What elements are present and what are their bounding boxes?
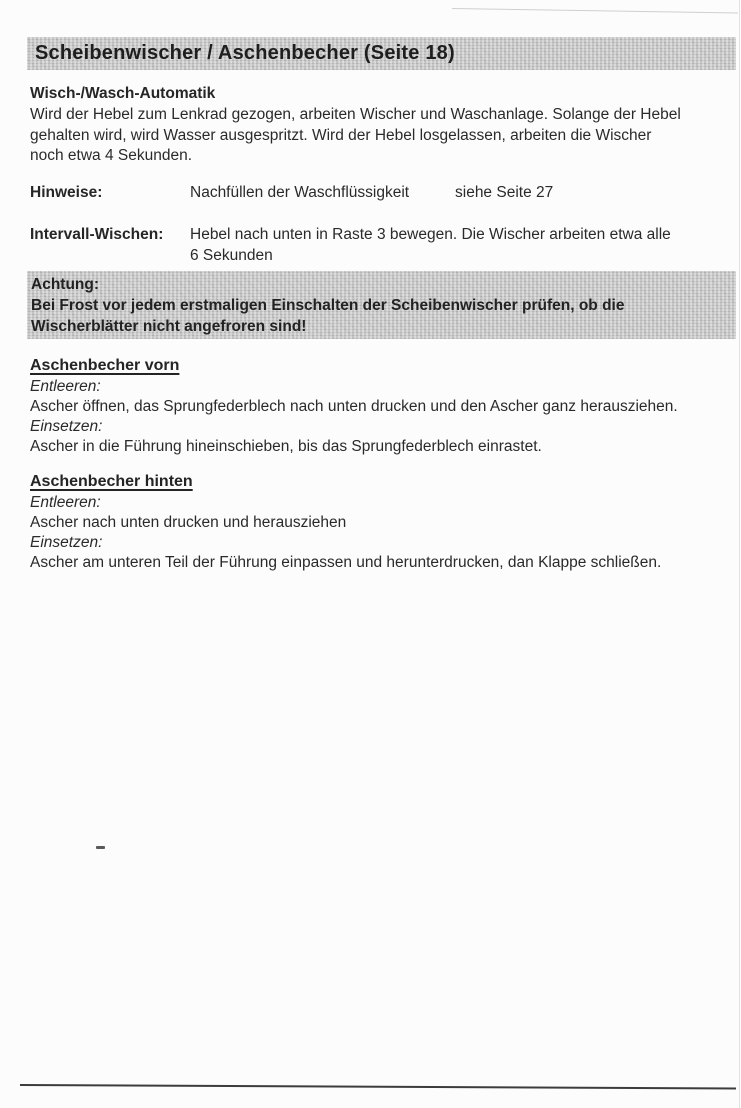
paragraph-line: Wird der Hebel zum Lenkrad gezogen, arbeiten Wischer und Waschanlage. Solange der Hebel — [30, 105, 681, 123]
einsetzen-text: Ascher am unteren Teil der Führung einpassen und herunterdrucken, dan Klappe schließen. — [30, 553, 662, 571]
paragraph-line: Hebel nach unten in Raste 3 bewegen. Die Wischer arbeiten etwa alle — [190, 226, 671, 243]
section-heading: Aschenbecher hinten — [30, 473, 193, 490]
section-heading: Wisch-/Wasch-Automatik — [30, 85, 216, 102]
scan-scratch-line — [452, 8, 738, 13]
achtung-line: Wischerblätter nicht angefroren sind! — [31, 318, 307, 335]
scan-dash-artifact — [96, 846, 105, 849]
section-wisch-wasch-automatik — [30, 84, 734, 167]
entleeren-label: Entleeren: — [30, 378, 101, 395]
scan-edge-line — [739, 0, 740, 1108]
page-title-band — [27, 37, 736, 70]
hinweise-text: Nachfüllen der Waschflüssigkeit — [190, 184, 410, 201]
paragraph-line: noch etwa 4 Sekunden. — [30, 147, 193, 165]
section-aschenbecher-hinten — [30, 471, 736, 573]
einsetzen-label: Einsetzen: — [30, 417, 103, 435]
intervall-text — [190, 225, 671, 267]
section-heading: Aschenbecher vorn — [30, 357, 180, 374]
page-title: Scheibenwischer / Aschenbecher (Seite 18) — [35, 42, 455, 64]
entleeren-label: Entleeren: — [30, 494, 101, 511]
hinweise-label: Hinweise: — [30, 184, 103, 201]
page-bottom-rule — [20, 1084, 736, 1089]
paragraph-line: gehalten wird, wird Wasser ausgespritzt. Wird der Hebel losgelassen, arbeiten die Wischer — [30, 126, 652, 144]
intervall-label: Intervall-Wischen: — [30, 226, 164, 243]
einsetzen-text: Ascher in die Führung hineinschieben, bis das Sprungfederblech einrastet. — [30, 437, 542, 455]
einsetzen-label: Einsetzen: — [30, 533, 103, 551]
hinweise-page-ref: siehe Seite 27 — [455, 184, 554, 201]
achtung-warning-text — [27, 271, 736, 337]
entleeren-text: Ascher öffnen, das Sprungfederblech nach unten drucken und den Ascher ganz herausziehen. — [30, 397, 678, 415]
paragraph-line: 6 Sekunden — [190, 246, 273, 264]
achtung-line: Bei Frost vor jedem erstmaligen Einschalten der Scheibenwischer prüfen, ob die — [31, 297, 625, 314]
achtung-warning-band — [27, 271, 736, 339]
entleeren-text: Ascher nach unten drucken und herausziehen — [30, 513, 347, 531]
section-aschenbecher-vorn — [30, 355, 736, 457]
achtung-heading: Achtung: — [31, 276, 100, 293]
